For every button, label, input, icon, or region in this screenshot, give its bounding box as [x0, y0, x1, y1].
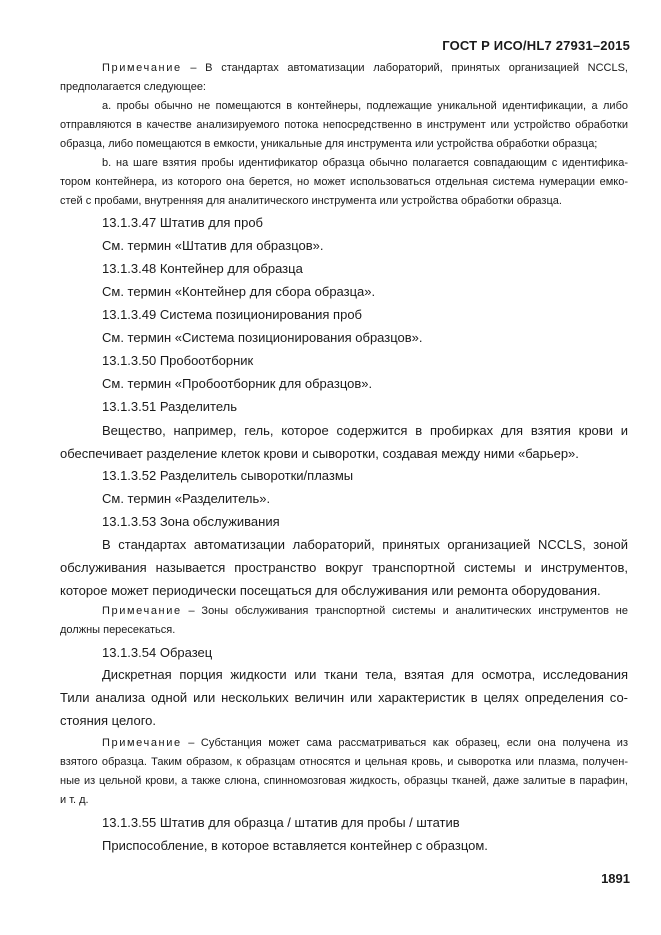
term-heading: 13.1.3.51 Разделитель — [102, 399, 238, 414]
term-reference: См. термин «Контейнер для сбора образца». — [102, 284, 376, 299]
note-line: а. пробы обычно не помещаются в контейнеры, подлежащие уникальной идентификации, а либо — [102, 100, 628, 112]
note-line: Примечание – В стандартах автоматизации лабораторий, принятых организацией NCCLS, — [102, 62, 628, 74]
note-line: образца, либо помещаются в емкости, уникальные для инструмента или устройства обработки образца; — [60, 138, 598, 150]
term-definition: обслуживания называется пространство вокруг транспортной системы и инструментов, — [60, 560, 628, 575]
term-heading: 13.1.3.48 Контейнер для образца — [102, 261, 303, 276]
note-line: Примечание – Субстанция может сама рассматриваться как образец, если она получена из — [102, 737, 628, 749]
term-heading: 13.1.3.55 Штатив для образца / штатив для пробы / штатив — [102, 815, 460, 830]
note-line: должны пересекаться. — [60, 624, 176, 636]
term-heading: 13.1.3.47 Штатив для проб — [102, 215, 263, 230]
term-heading: 13.1.3.52 Разделитель сыворотки/плазмы — [102, 468, 354, 483]
note-line: отправляются в качестве анализируемого потока непосредственно в инструмент или устройство обработки — [60, 119, 628, 131]
term-definition: Дискретная порция жидкости или ткани тела, взятая для осмотра, исследования — [102, 667, 628, 682]
note-line: b. на шаге взятия пробы идентификатор образца обычно полагается совпадающим с идентифика- — [102, 157, 628, 169]
term-reference: См. термин «Пробоотборник для образцов». — [102, 376, 373, 391]
term-reference: См. термин «Штатив для образцов». — [102, 238, 324, 253]
document-header: ГОСТ Р ИСО/HL7 27931–2015 — [442, 38, 630, 53]
note-line: предполагается следующее: — [60, 81, 206, 93]
term-heading: 13.1.3.49 Система позиционирования проб — [102, 307, 363, 322]
page-number: 1891 — [601, 871, 630, 886]
note-line: Примечание – Зоны обслуживания транспортной системы и аналитических инструментов не — [102, 605, 628, 617]
note-line: ные из цельной крови, а также слюна, спинномозговая жидкость, образцы тканей, даже залитые в парафин, — [60, 775, 628, 787]
term-definition: Приспособление, в которое вставляется контейнер с образцом. — [102, 838, 488, 853]
note-line: и т. д. — [60, 794, 89, 806]
term-definition: стояния целого. — [60, 713, 157, 728]
term-definition: В стандартах автоматизации лабораторий, принятых организацией NCCLS, зоной — [102, 537, 628, 552]
term-heading: 13.1.3.50 Пробоотборник — [102, 353, 254, 368]
term-reference: См. термин «Разделитель». — [102, 491, 271, 506]
note-line: тором контейнера, из которого она берется, но может использоваться отдельная система нумерации емко- — [60, 176, 628, 188]
term-heading: 13.1.3.54 Образец — [102, 645, 213, 660]
note-label: Примечание — [102, 62, 182, 74]
note-line: стей с пробами, внутренняя для аналитического инструмента или устройства обработки образца. — [60, 195, 562, 207]
term-reference: См. термин «Система позиционирования образцов». — [102, 330, 423, 345]
term-definition: которое может периодически посещаться для обслуживания или ремонта оборудования. — [60, 583, 601, 598]
note-line: взятого образца. Таким образом, к образцам относятся и цельная кровь, и сыворотка или плазма, получен- — [60, 756, 628, 768]
term-definition: Тили анализа одной или нескольких величин или характеристик в целях определения со- — [60, 690, 628, 705]
note-label: Примечание — [102, 605, 182, 617]
note-label: Примечание — [102, 737, 182, 749]
term-definition: обеспечивает разделение клеток крови и сыворотки, создавая между ними «барьер». — [60, 446, 579, 461]
term-heading: 13.1.3.53 Зона обслуживания — [102, 514, 280, 529]
term-definition: Вещество, например, гель, которое содержится в пробирках для взятия крови и — [102, 423, 628, 438]
